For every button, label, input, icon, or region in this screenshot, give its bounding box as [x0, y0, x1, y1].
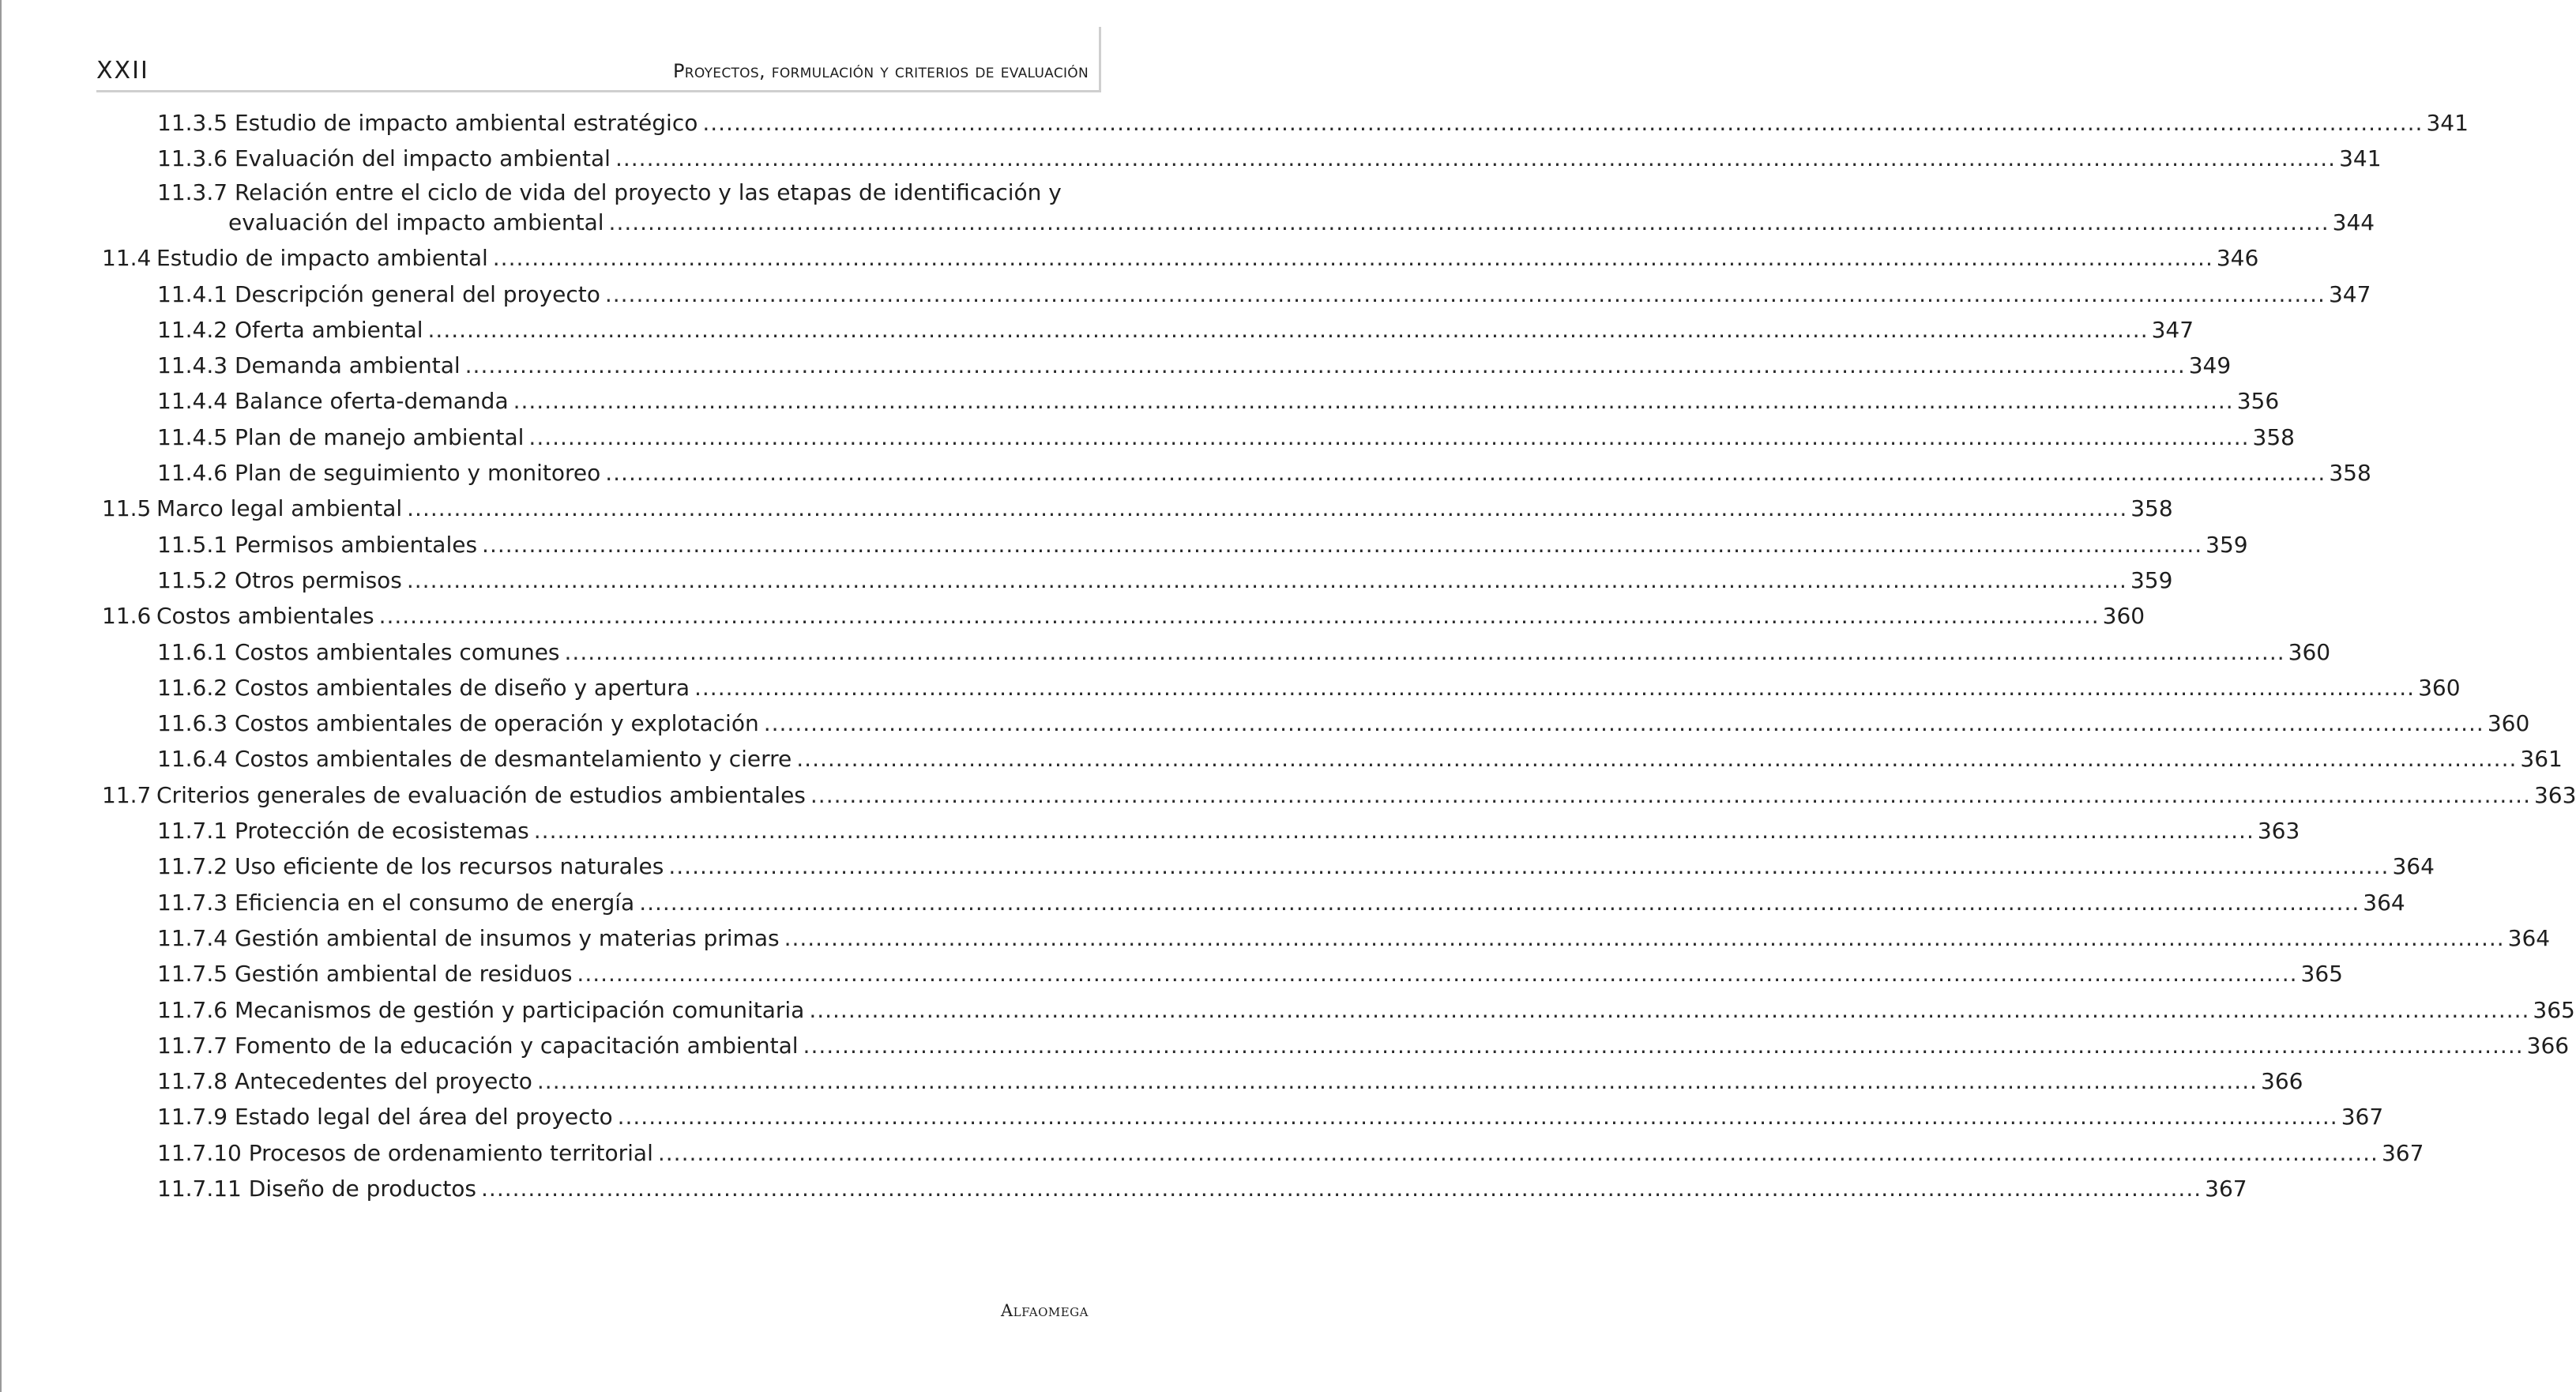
toc-dot-leader: ............................................................................................................................................................................................................................ — [809, 996, 2530, 1023]
toc-entry[interactable] — [0, 1135, 2424, 1171]
toc-entry[interactable] — [0, 205, 2375, 240]
toc-page-number: 367 — [2205, 1176, 2247, 1202]
running-head: Proyectos, formulación y criterios de evaluación — [672, 60, 1089, 82]
toc-page-number: 341 — [2339, 145, 2382, 172]
toc-dot-leader: ............................................................................................................................................................................................................................ — [378, 603, 2100, 630]
toc-entry-title: 11.4.5 Plan de manejo ambiental — [157, 423, 525, 450]
toc-page-number: 341 — [2426, 110, 2469, 136]
toc-entry-title: 11.7.11 Diseño de productos — [157, 1176, 477, 1202]
toc-entry-title: 11.4.1 Descripción general del proyecto — [157, 280, 600, 307]
toc-entry[interactable] — [0, 634, 2331, 670]
toc-entry-title: 11.5.1 Permisos ambientales — [157, 531, 478, 558]
toc-entry[interactable] — [0, 491, 2173, 526]
toc-section-number: 11.7 — [102, 781, 152, 808]
toc-page-number: 359 — [2206, 531, 2248, 558]
toc-page-number: 366 — [2261, 1068, 2303, 1095]
toc-entry[interactable] — [0, 598, 2145, 634]
toc-page-number: 364 — [2392, 853, 2435, 880]
toc-entry-title: Estudio de impacto ambiental — [156, 245, 488, 272]
toc-page-number: 347 — [2328, 280, 2371, 307]
toc-entry[interactable] — [0, 312, 2194, 348]
toc-page-number: 367 — [2381, 1139, 2424, 1166]
toc-entry[interactable] — [0, 920, 2551, 956]
toc-entry[interactable] — [0, 562, 2173, 598]
toc-dot-leader: ............................................................................................................................................................................................................................ — [533, 818, 2254, 845]
toc-entry-title: 11.7.9 Estado legal del área del proyecto — [157, 1104, 613, 1131]
toc-entry-title: 11.7.5 Gestión ambiental de residuos — [157, 961, 573, 988]
toc-entry-title: 11.5.2 Otros permisos — [157, 566, 402, 593]
publisher-footer: Alfaomega — [1001, 1301, 1089, 1320]
toc-entry[interactable] — [0, 1028, 2570, 1063]
page-number: XXII — [96, 57, 149, 85]
toc-page-number: 364 — [2363, 889, 2405, 916]
toc-entry[interactable] — [0, 455, 2371, 491]
toc-entry[interactable] — [0, 885, 2405, 920]
toc-dot-leader: ............................................................................................................................................................................................................................ — [528, 423, 2250, 450]
toc-page-number: 365 — [2300, 961, 2343, 988]
toc-page-number: 358 — [2329, 460, 2371, 487]
toc-dot-leader: ............................................................................................................................................................................................................................ — [536, 1068, 2258, 1095]
toc-entry[interactable] — [0, 105, 2469, 141]
toc-entry-title-first-line: 11.3.7 Relación entre el ciclo de vida del proyecto y las etapas de identificación y — [157, 179, 1062, 205]
toc-section-number: 11.5 — [102, 495, 152, 522]
toc-entry-title: 11.7.6 Mecanismos de gestión y participación comunitaria — [157, 996, 805, 1023]
toc-entry-title: 11.7.8 Antecedentes del proyecto — [157, 1068, 532, 1095]
toc-page-number: 359 — [2130, 566, 2173, 593]
toc-entry[interactable] — [0, 741, 2563, 777]
toc-entry-title: evaluación del impacto ambiental — [228, 209, 604, 235]
toc-dot-leader: ............................................................................................................................................................................................................................ — [702, 110, 2424, 136]
toc-entry[interactable] — [0, 992, 2575, 1028]
toc-dot-leader: ............................................................................................................................................................................................................................ — [406, 566, 2127, 593]
toc-entry-title: Marco legal ambiental — [156, 495, 403, 522]
toc-entry[interactable] — [0, 1099, 2384, 1134]
toc-dot-leader: ............................................................................................................................................................................................................................ — [694, 674, 2416, 701]
toc-entry-title: Costos ambientales — [156, 603, 374, 630]
toc-page-number: 361 — [2520, 746, 2563, 773]
toc-page-number: 356 — [2236, 388, 2280, 415]
toc-dot-leader: ............................................................................................................................................................................................................................ — [427, 316, 2149, 343]
toc-page-number: 358 — [2130, 495, 2173, 522]
toc-page-number: 358 — [2252, 423, 2295, 450]
toc-entry-title: 11.3.6 Evaluación del impacto ambiental — [157, 145, 611, 172]
toc-dot-leader: ............................................................................................................................................................................................................................ — [668, 853, 2390, 880]
toc-entry[interactable] — [0, 848, 2435, 884]
toc-entry-title: 11.3.5 Estudio de impacto ambiental estratégico — [157, 110, 698, 136]
toc-entry[interactable] — [0, 1063, 2303, 1099]
toc-dot-leader: ............................................................................................................................................................................................................................ — [407, 495, 2128, 522]
toc-dot-leader: ............................................................................................................................................................................................................................ — [796, 746, 2518, 773]
toc-entry[interactable] — [0, 956, 2343, 991]
toc-entry[interactable] — [0, 419, 2295, 455]
toc-dot-leader: ............................................................................................................................................................................................................................ — [464, 352, 2186, 379]
toc-entry-title: 11.6.2 Costos ambientales de diseño y apertura — [157, 674, 690, 701]
toc-entry-title: 11.4.4 Balance oferta-demanda — [157, 388, 509, 415]
header-corner-rule — [1099, 27, 1101, 92]
toc-page-number: 364 — [2507, 924, 2551, 951]
toc-page-number: 360 — [2487, 710, 2530, 737]
toc-dot-leader: ............................................................................................................................................................................................................................ — [482, 531, 2203, 558]
toc-dot-leader: ............................................................................................................................................................................................................................ — [608, 209, 2330, 235]
toc-page-number: 360 — [2418, 674, 2461, 701]
toc-dot-leader: ............................................................................................................................................................................................................................ — [492, 245, 2213, 272]
toc-entry-title: 11.7.1 Protección de ecosistemas — [157, 818, 529, 845]
toc-entry[interactable] — [0, 813, 2300, 848]
toc-entry-title: 11.7.10 Procesos de ordenamiento territorial — [157, 1139, 653, 1166]
toc-entry[interactable] — [0, 240, 2259, 276]
toc-dot-leader: ............................................................................................................................................................................................................................ — [615, 145, 2337, 172]
toc-entry[interactable] — [0, 383, 2280, 419]
toc-entry-title: 11.7.7 Fomento de la educación y capacitación ambiental — [157, 1032, 799, 1059]
toc-entry[interactable] — [0, 348, 2232, 383]
toc-entry-title: 11.7.4 Gestión ambiental de insumos y materias primas — [157, 924, 780, 951]
toc-page-number: 346 — [2216, 245, 2259, 272]
toc-entry-title: 11.4.2 Oferta ambiental — [157, 316, 423, 343]
toc-dot-leader: ............................................................................................................................................................................................................................ — [577, 961, 2298, 988]
toc-dot-leader: ............................................................................................................................................................................................................................ — [657, 1139, 2379, 1166]
toc-page-number: 360 — [2102, 603, 2145, 630]
toc-section-number: 11.6 — [102, 603, 152, 630]
toc-entry[interactable] — [0, 670, 2461, 705]
toc-entry-title: 11.6.4 Costos ambientales de desmantelamiento y cierre — [157, 746, 792, 773]
toc-entry[interactable] — [0, 705, 2530, 741]
toc-page-number: 349 — [2188, 352, 2232, 379]
toc-page-number: 365 — [2533, 996, 2575, 1023]
toc-dot-leader: ............................................................................................................................................................................................................................ — [604, 280, 2326, 307]
toc-entry[interactable] — [0, 527, 2248, 562]
toc-page-number: 366 — [2526, 1032, 2570, 1059]
toc-page-number: 360 — [2288, 638, 2331, 665]
toc-entry-title: 11.4.3 Demanda ambiental — [157, 352, 461, 379]
toc-dot-leader: ............................................................................................................................................................................................................................ — [784, 924, 2505, 951]
toc-dot-leader: ............................................................................................................................................................................................................................ — [481, 1176, 2202, 1202]
toc-entry-title: 11.4.6 Plan de seguimiento y monitoreo — [157, 460, 601, 487]
toc-dot-leader: ............................................................................................................................................................................................................................ — [605, 460, 2326, 487]
toc-page-number: 367 — [2341, 1104, 2384, 1131]
toc-dot-leader: ............................................................................................................................................................................................................................ — [513, 388, 2234, 415]
toc-entry[interactable] — [0, 277, 2371, 312]
toc-entry-title: 11.7.2 Uso eficiente de los recursos naturales — [157, 853, 664, 880]
toc-entry[interactable] — [0, 777, 2576, 813]
toc-entry-title: 11.6.3 Costos ambientales de operación y explotación — [157, 710, 759, 737]
toc-dot-leader: ............................................................................................................................................................................................................................ — [564, 638, 2285, 665]
toc-page-number: 347 — [2151, 316, 2194, 343]
toc-page-number: 363 — [2257, 818, 2300, 845]
toc-dot-leader: ............................................................................................................................................................................................................................ — [803, 1032, 2524, 1059]
toc-dot-leader: ............................................................................................................................................................................................................................ — [639, 889, 2360, 916]
toc-entry-title: 11.6.1 Costos ambientales comunes — [157, 638, 560, 665]
toc-entry-title: 11.7.3 Eficiencia en el consumo de energía — [157, 889, 635, 916]
toc-dot-leader: ............................................................................................................................................................................................................................ — [810, 781, 2531, 808]
toc-entry-title: Criterios generales de evaluación de estudios ambientales — [156, 781, 806, 808]
toc-page-number: 344 — [2332, 209, 2375, 235]
toc-dot-leader: ............................................................................................................................................................................................................................ — [763, 710, 2484, 737]
toc-section-number: 11.4 — [102, 245, 152, 272]
header-rule — [96, 90, 1101, 92]
toc-entry[interactable] — [0, 1171, 2247, 1206]
toc-entry[interactable] — [0, 141, 2382, 176]
toc-dot-leader: ............................................................................................................................................................................................................................ — [617, 1104, 2338, 1131]
toc-page-number: 363 — [2533, 781, 2576, 808]
